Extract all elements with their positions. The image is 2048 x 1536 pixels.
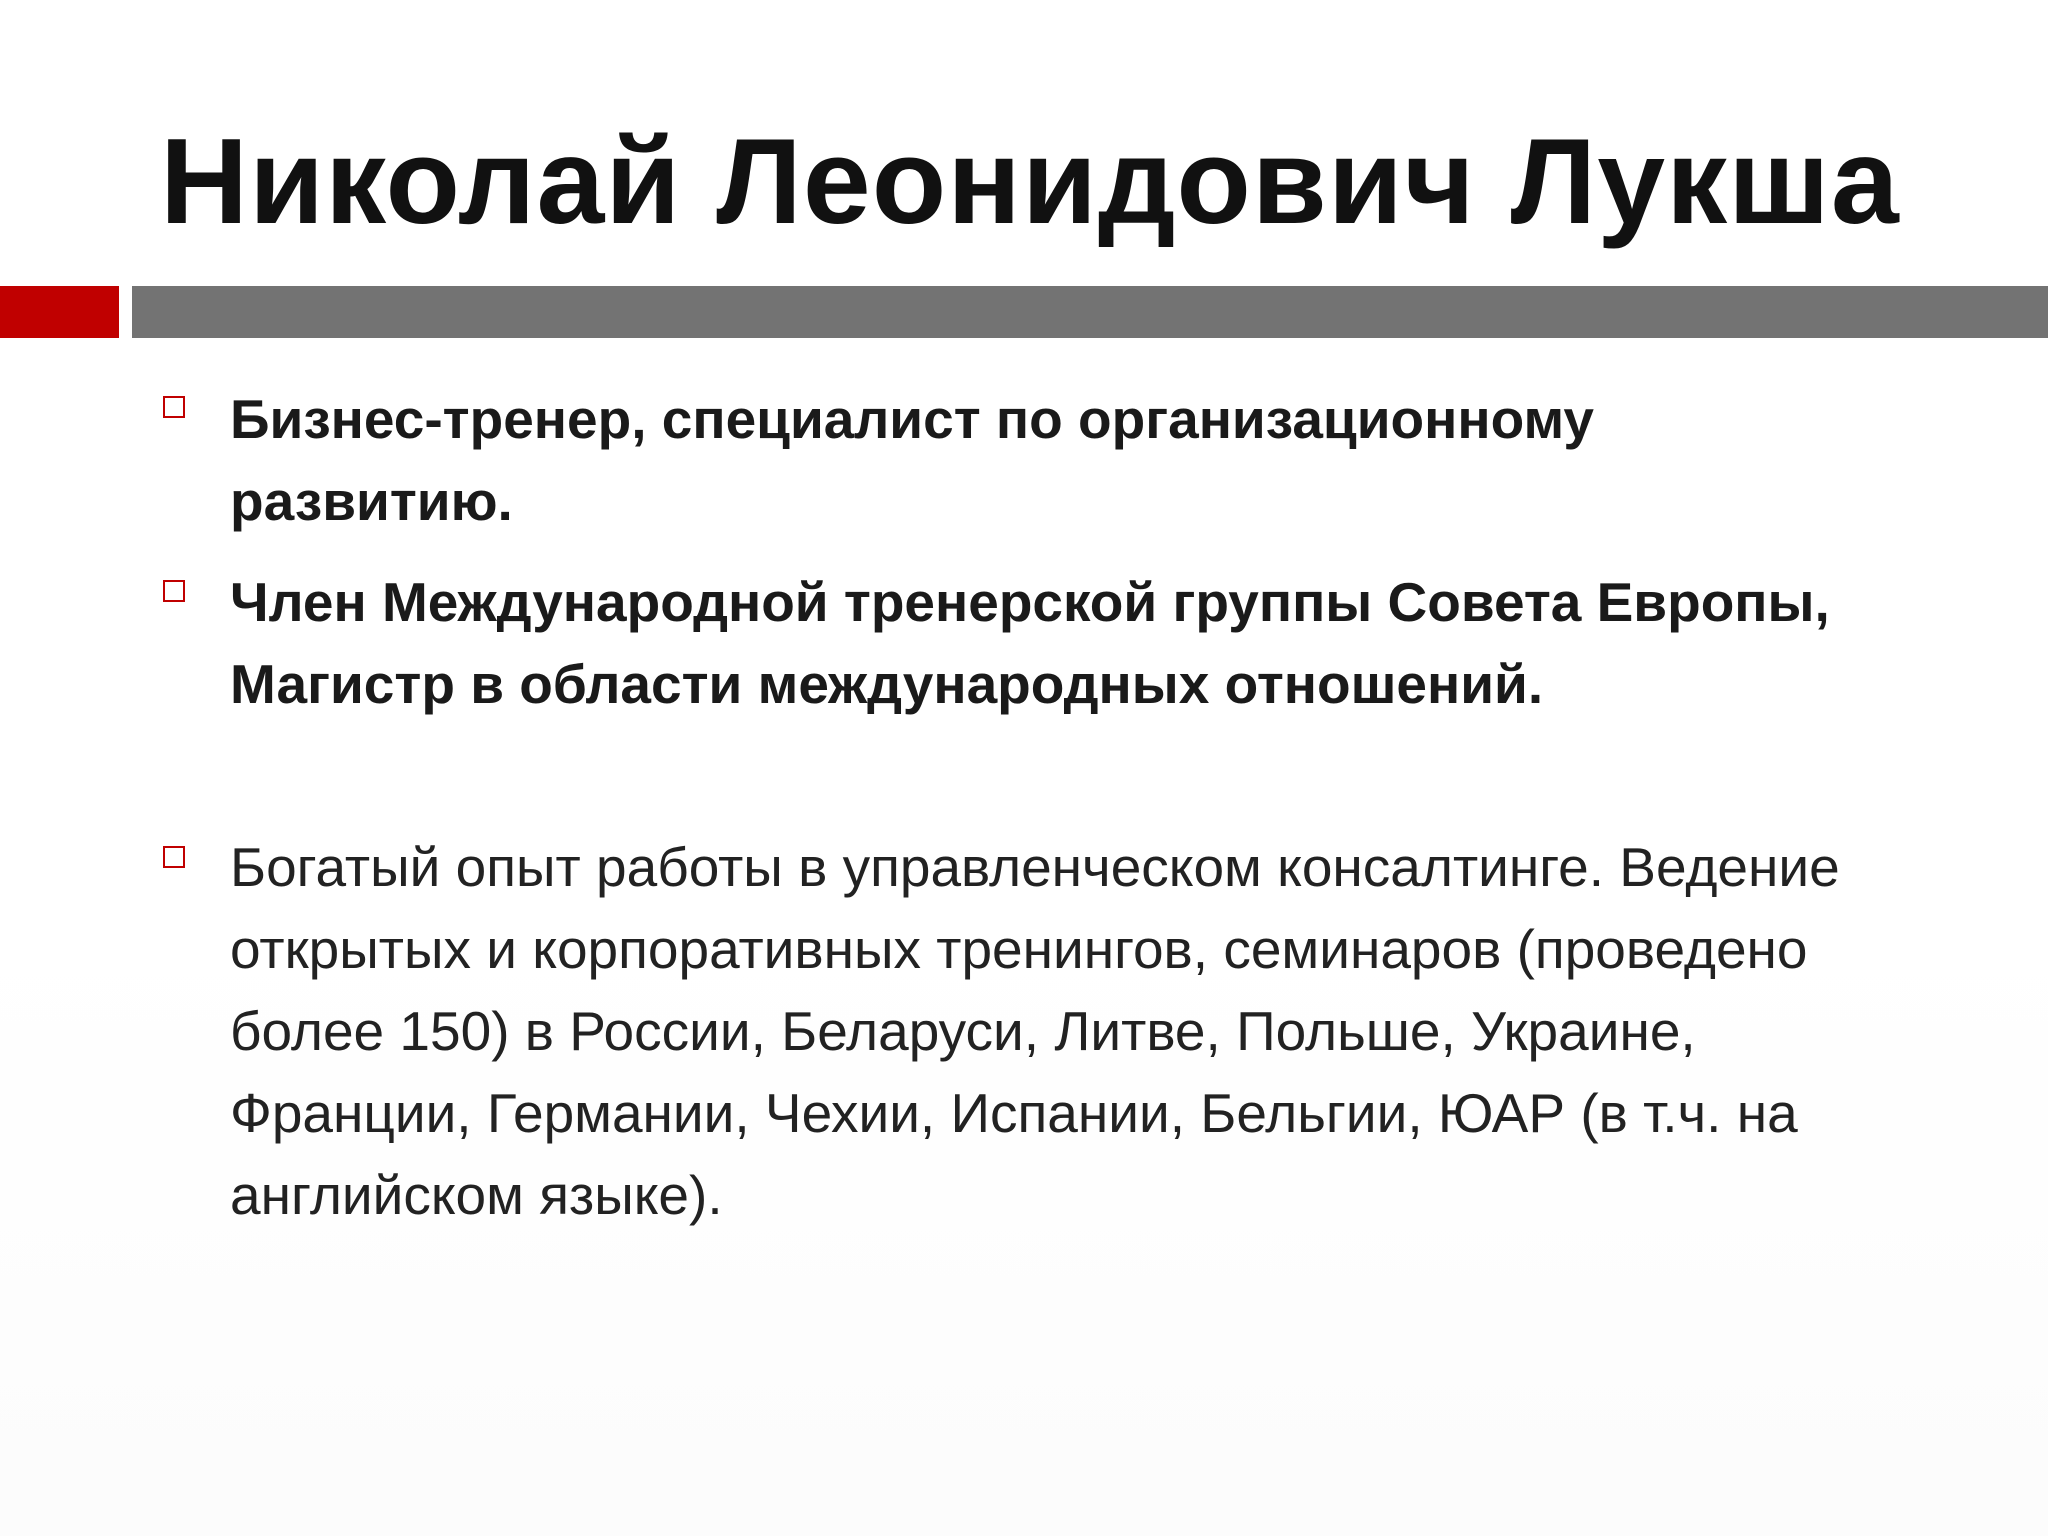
slide-title: Николай Леонидович Лукша xyxy=(160,113,1900,249)
square-bullet-icon xyxy=(163,580,185,602)
bullet-text-2: Член Международной тренерской группы Совета Европы, Магистр в области международных отношений. xyxy=(230,571,1830,715)
square-bullet-icon xyxy=(163,396,185,418)
bullet-text-1: Бизнес-тренер, специалист по организационному развитию. xyxy=(230,388,1595,532)
bullet-text-3: Богатый опыт работы в управленческом консалтинге. Ведение открытых и корпоративных тренингов, семинаров (проведено более 150) в России, Беларуси, Литве, Польше, Украине, Франции, Германии, Чехии, Испании, Бельгии, ЮАР (в т.ч. на английском языке). xyxy=(230,836,1840,1226)
square-bullet-icon xyxy=(163,846,185,868)
